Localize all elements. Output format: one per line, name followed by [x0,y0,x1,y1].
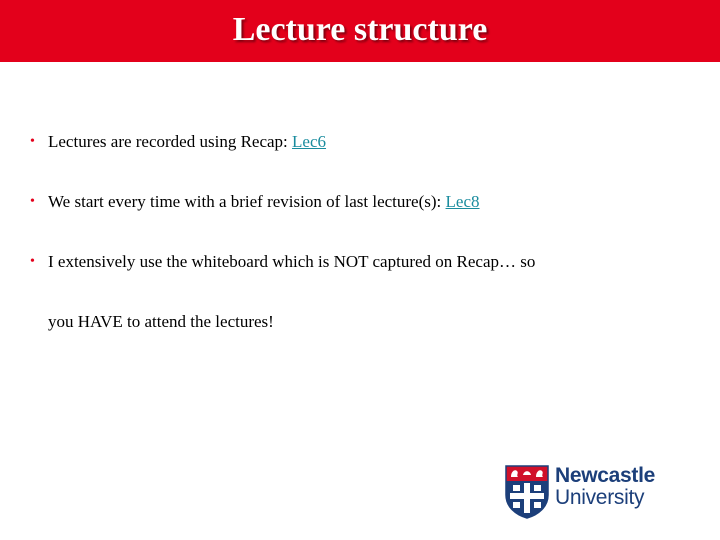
bullet-text-content: Lectures are recorded using Recap: [48,132,293,151]
bullet-dot-icon: • [30,134,35,149]
lecture-link[interactable]: Lec6 [292,132,327,151]
bullet-line-2: you HAVE to attend the lectures! [48,312,274,331]
bullet-text [48,232,690,352]
bullet-item [30,172,690,232]
bullet-dot-icon: • [30,194,35,209]
bullet-item [30,112,690,172]
slide-title: Lecture structure [232,11,488,48]
title-bar [0,0,720,62]
bullet-text [48,132,326,151]
university-crest-icon [505,465,549,519]
university-logo [505,465,670,521]
bullet-dot-icon: • [30,254,35,269]
lecture-link[interactable]: Lec8 [445,192,480,211]
bullet-text-content: We start every time with a brief revision of last lecture(s): [48,192,446,211]
university-name [555,465,655,509]
logo-line-1: Newcastle [555,464,656,487]
bullet-text [48,192,480,211]
bullet-list [30,112,690,352]
bullet-line-1: I extensively use the whiteboard which is NOT captured on Recap… so [48,252,536,271]
logo-line-2: University [555,486,645,509]
bullet-item [30,232,690,352]
